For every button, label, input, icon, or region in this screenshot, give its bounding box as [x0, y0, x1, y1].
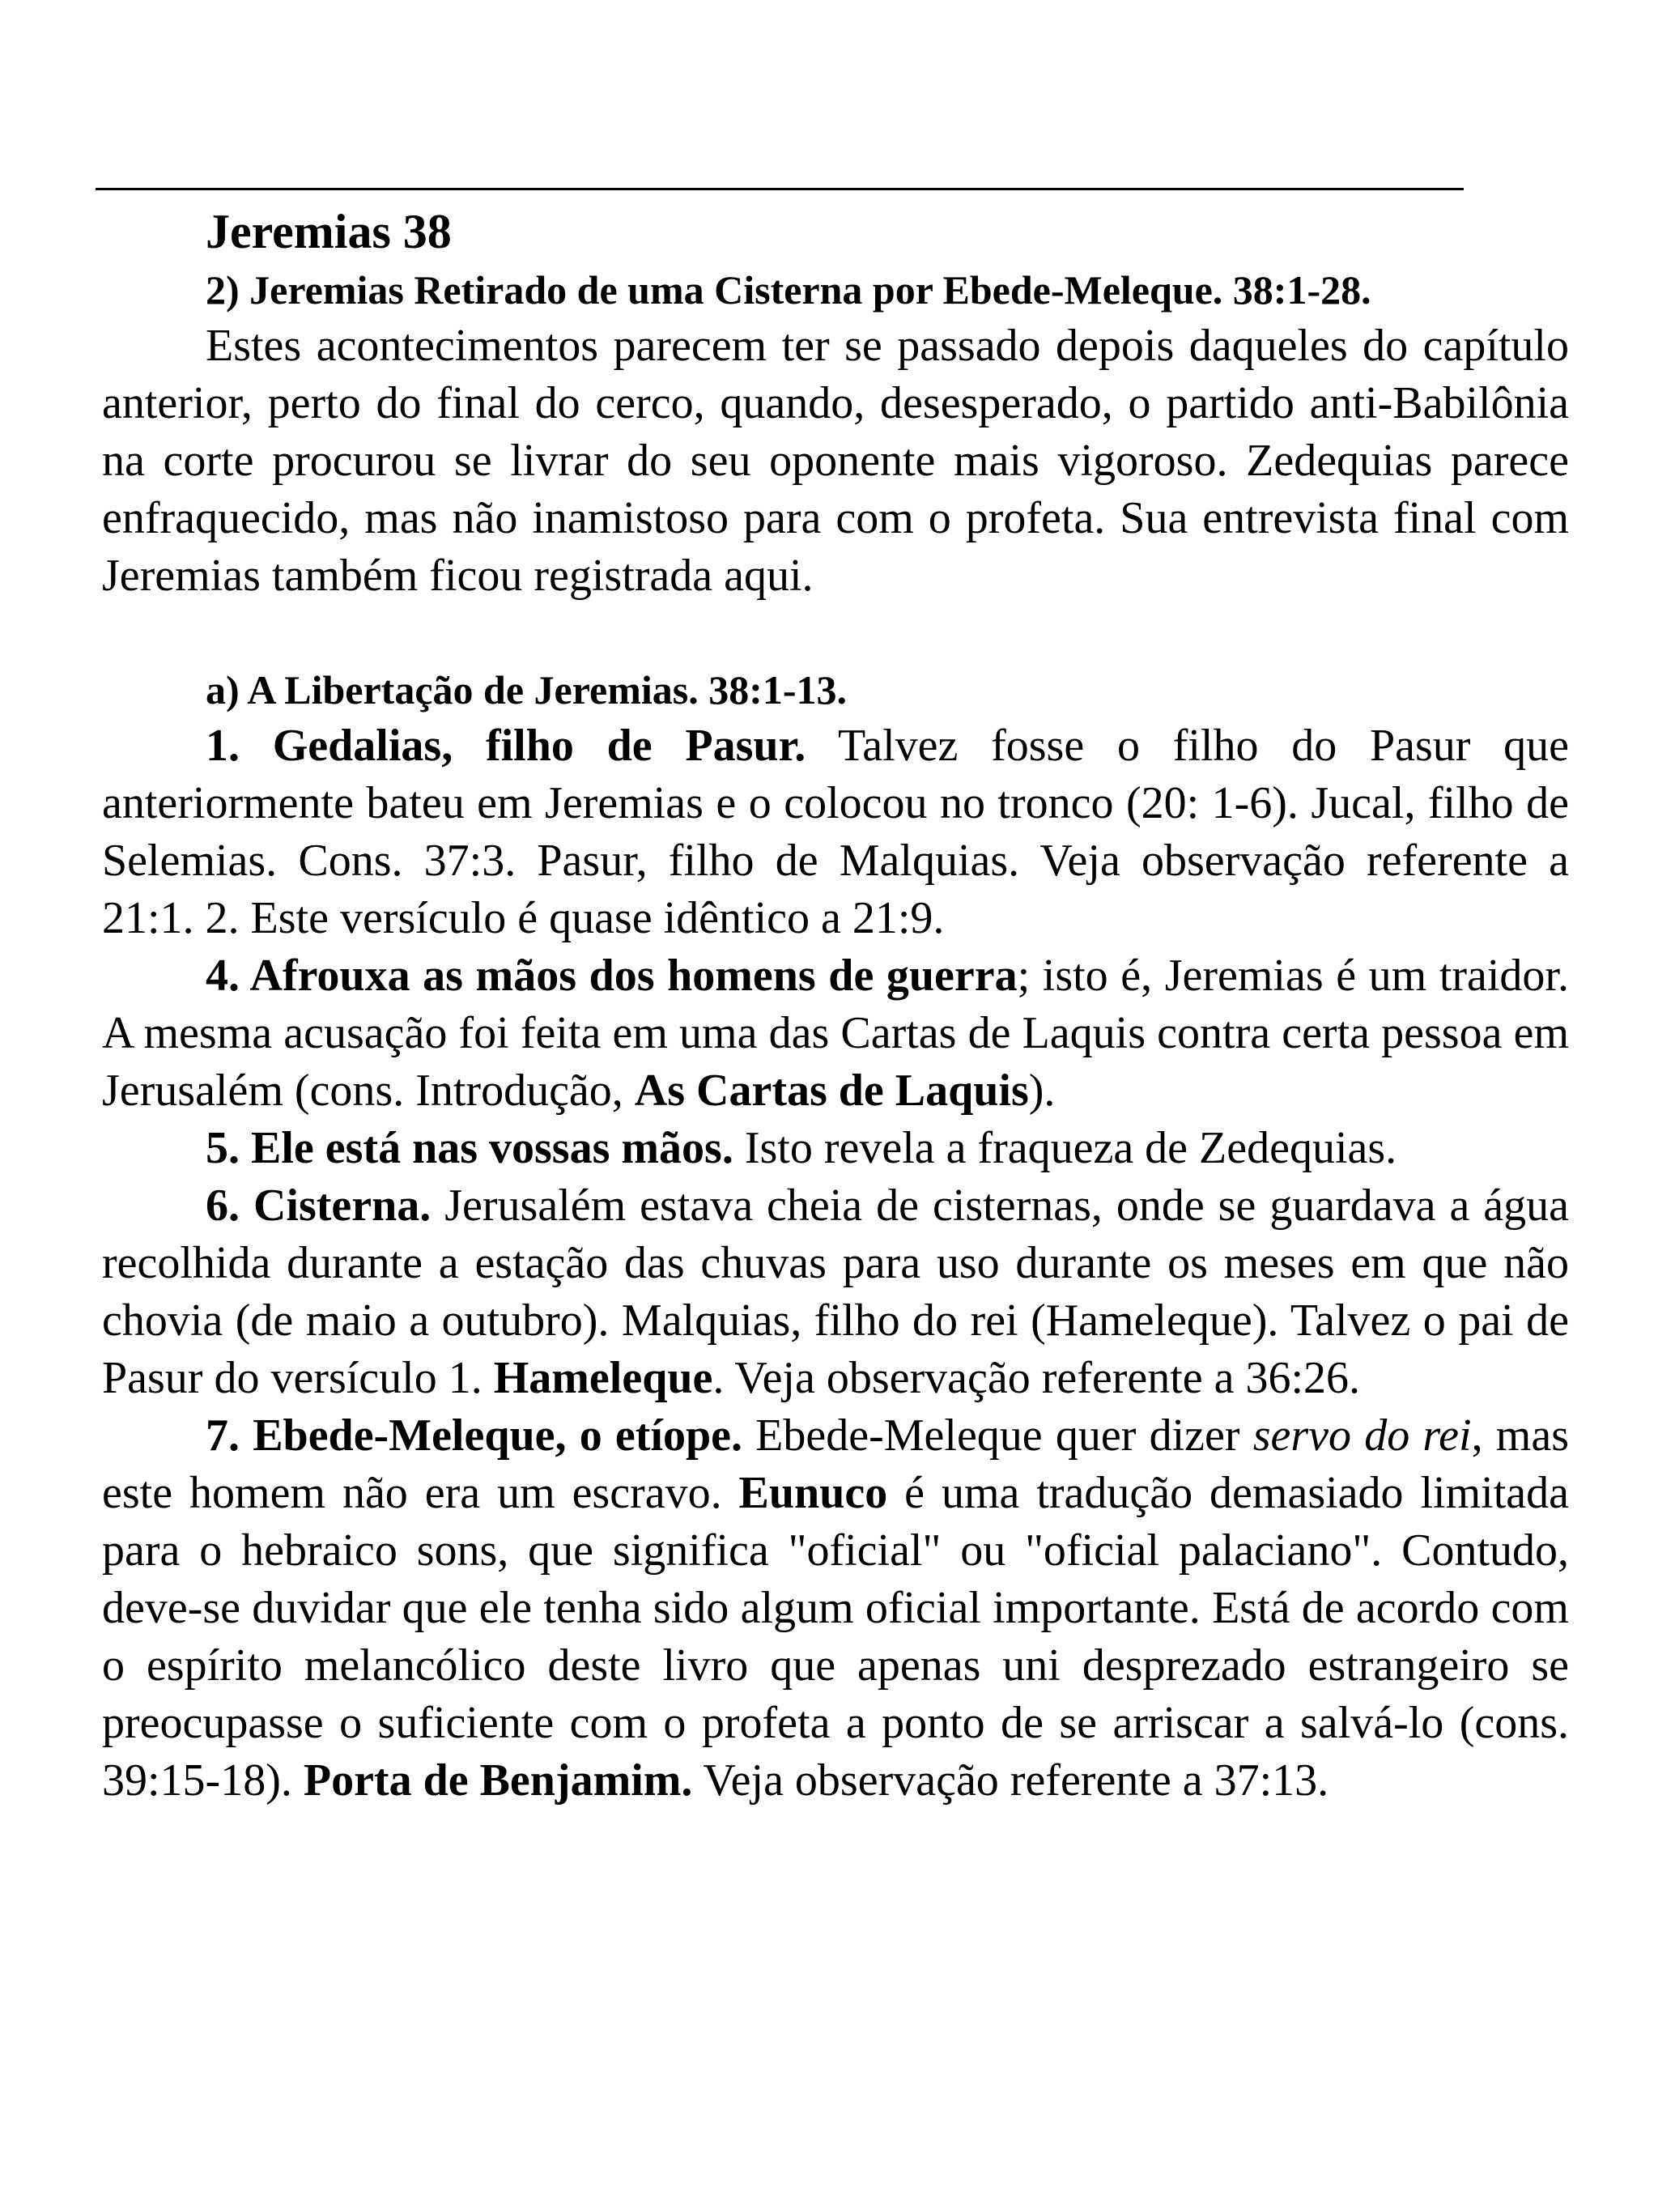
- verse-note-4: [102, 947, 1569, 1120]
- verse-term: 1. Gedalias, filho de Pasur.: [206, 721, 806, 771]
- section-heading: 2) Jeremias Retirado de uma Cisterna por Ebede-Meleque. 38:1-28.: [206, 267, 1371, 313]
- verse-text-3: é uma tradução demasiado limitada para o hebraico sons, que significa "oficial" ou "oficial palaciano". Contudo, deve-se duvidar que ele tenha sido algum oficial importante. Está de acordo com o espírito melancólico deste livro que apenas uni desprezado estrangeiro se preocupasse o suficiente com o profeta a ponto de se arriscar a salvá-lo (cons. 39:15-18).: [102, 1468, 1569, 1806]
- verse-text: Isto revela a fraqueza de Zedequias.: [733, 1123, 1397, 1173]
- verse-term: 4. Afrouxa as mãos dos homens de guerra: [206, 951, 1018, 1001]
- verse-note-7: [102, 1407, 1569, 1810]
- verse-term-secondary: Eunuco: [738, 1468, 888, 1518]
- paragraph-spacer: [102, 605, 1569, 662]
- verse-text-end: . Veja observação referente a 36:26.: [712, 1353, 1361, 1403]
- page-content: [102, 201, 1569, 1810]
- verse-text: Jerusalém estava cheia de cisternas, onde se guardava a água recolhida durante a estação das chuvas para uso durante os meses em que não chovia (de maio a outubro). Malquias, filho do rei (Hameleque). Talvez o pai de Pasur do versículo 1.: [102, 1180, 1570, 1403]
- intro-paragraph: Estes acontecimentos parecem ter se passado depois daqueles do capítulo anterior, perto do final do cerco, quando, desesperado, o partido anti-Babilônia na corte procurou se livrar do seu oponente mais vigoroso. Zedequias parece enfraquecido, mas não inamistoso para com o profeta. Sua entrevista final com Jeremias também ficou registrada aqui.: [102, 321, 1569, 601]
- chapter-title: Jeremias 38: [206, 205, 452, 258]
- verse-note-6: [102, 1177, 1569, 1407]
- verse-text: Ebede-Meleque quer dizer: [742, 1410, 1253, 1461]
- verse-term-secondary: Hameleque: [493, 1353, 713, 1403]
- verse-text: Talvez fosse o filho do Pasur que anteriormente bateu em Jeremias e o colocou no tronco (20: 1-6). Jucal, filho de Selemias. Cons. 37:3. Pasur, filho de Malquias. Veja observação referente a 21:1. 2. Este versículo é quase idêntico a 21:9.: [102, 721, 1569, 943]
- verse-term-tertiary: Porta de Benjamim.: [303, 1755, 693, 1806]
- italic-phrase: servo do rei: [1252, 1410, 1472, 1461]
- verse-text: ; isto é, Jeremias é um traidor. A mesma acusação foi feita em uma das Cartas de Laquis contra certa pessoa em Jerusalém (cons. Introdução,: [102, 951, 1569, 1116]
- verse-note-5: [102, 1120, 1569, 1177]
- verse-term: 5. Ele está nas vossas mãos.: [206, 1123, 733, 1173]
- verse-term: 6. Cisterna.: [206, 1180, 432, 1231]
- subsection-heading: a) A Libertação de Jeremias. 38:1-13.: [206, 667, 847, 713]
- cross-reference: As Cartas de Laquis: [634, 1066, 1029, 1116]
- verse-term: 7. Ebede-Meleque, o etíope.: [206, 1410, 742, 1461]
- top-rule: [96, 188, 1464, 190]
- verse-note-1: [102, 717, 1569, 947]
- verse-text-2: , mas este homem não era um escravo.: [102, 1410, 1569, 1518]
- verse-text-end: ).: [1028, 1066, 1056, 1116]
- verse-text-end: Veja observação referente a 37:13.: [692, 1755, 1329, 1806]
